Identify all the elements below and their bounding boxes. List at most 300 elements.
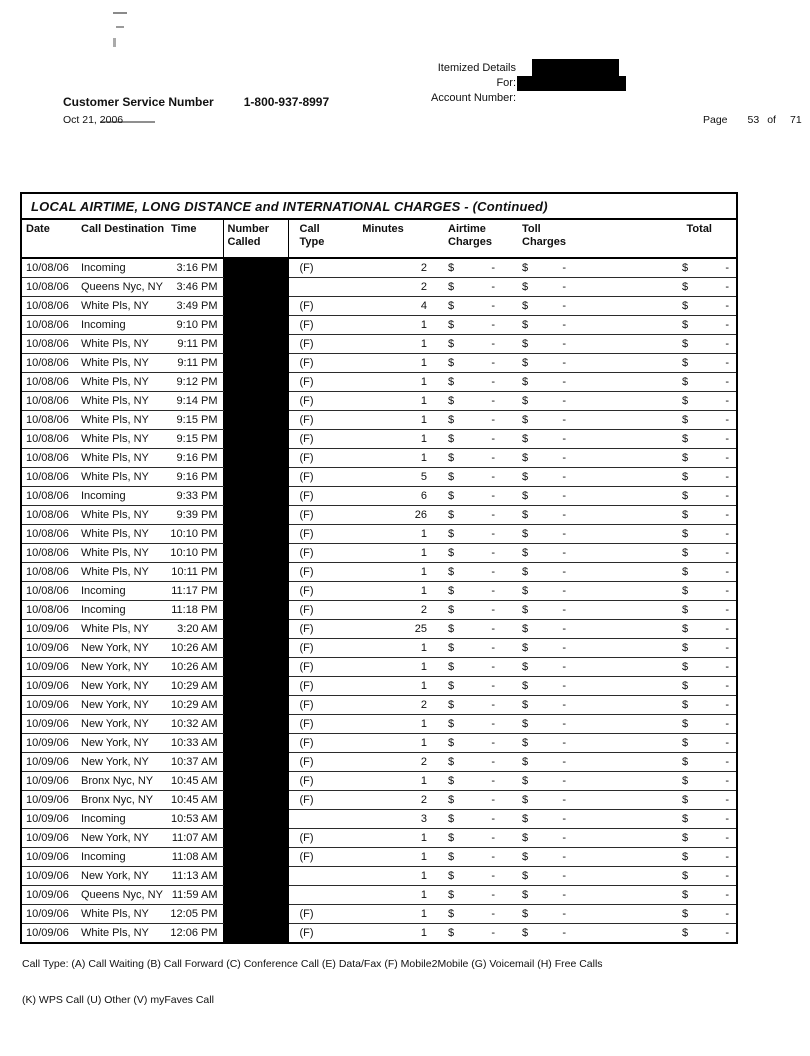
currency-symbol: $ [522, 319, 529, 331]
total-value: - [725, 471, 729, 483]
call-minutes: 2 [336, 791, 430, 810]
currency-symbol: $ [448, 927, 455, 939]
total-charge [582, 620, 736, 639]
total-value: - [725, 794, 729, 806]
call-destination: White Pls, NY [79, 392, 168, 411]
redacted-number-called [223, 506, 288, 525]
currency-symbol: $ [522, 870, 529, 882]
call-row [22, 848, 736, 867]
toll-value: - [562, 357, 566, 369]
airtime-value: - [491, 319, 495, 331]
call-minutes: 2 [336, 601, 430, 620]
call-row [22, 772, 736, 791]
total-charge [582, 335, 736, 354]
call-minutes: 1 [336, 563, 430, 582]
toll-value: - [562, 642, 566, 654]
call-type: (F) [288, 677, 336, 696]
call-type: (F) [288, 373, 336, 392]
currency-symbol: $ [682, 737, 689, 749]
toll-value: - [562, 547, 566, 559]
airtime-value: - [491, 338, 495, 350]
airtime-value: - [491, 585, 495, 597]
redacted-number-called [223, 791, 288, 810]
airtime-value: - [491, 281, 495, 293]
customer-service-label: Customer Service Number [63, 95, 214, 109]
call-time: 10:33 AM [168, 734, 223, 753]
call-destination: White Pls, NY [79, 544, 168, 563]
total-charge [582, 924, 736, 943]
currency-symbol: $ [682, 357, 689, 369]
total-value: - [725, 756, 729, 768]
redacted-number-called [223, 468, 288, 487]
currency-symbol: $ [448, 699, 455, 711]
currency-symbol: $ [448, 566, 455, 578]
currency-symbol: $ [522, 718, 529, 730]
total-value: - [725, 604, 729, 616]
airtime-value: - [491, 699, 495, 711]
redacted-number-called [223, 905, 288, 924]
call-time: 3:16 PM [168, 258, 223, 278]
toll-charge [505, 411, 582, 430]
col-header-minutes: Minutes [336, 220, 430, 258]
toll-value: - [562, 262, 566, 274]
call-minutes: 1 [336, 411, 430, 430]
call-time: 10:37 AM [168, 753, 223, 772]
call-minutes: 2 [336, 753, 430, 772]
call-time: 10:29 AM [168, 696, 223, 715]
call-time: 10:11 PM [168, 563, 223, 582]
currency-symbol: $ [522, 376, 529, 388]
call-minutes: 3 [336, 810, 430, 829]
toll-charge [505, 316, 582, 335]
currency-symbol: $ [522, 756, 529, 768]
total-charge [582, 639, 736, 658]
toll-value: - [562, 471, 566, 483]
currency-symbol: $ [682, 775, 689, 787]
toll-charge [505, 867, 582, 886]
customer-service-number: 1-800-937-8997 [243, 95, 330, 109]
call-time: 12:06 PM [170, 927, 218, 939]
total-value: - [725, 338, 729, 350]
airtime-charge [430, 677, 505, 696]
airtime-value: - [491, 680, 495, 692]
airtime-value: - [491, 642, 495, 654]
call-type [288, 886, 336, 905]
redacted-number-called [223, 829, 288, 848]
call-row [22, 582, 736, 601]
currency-symbol: $ [522, 642, 529, 654]
total-charge [582, 278, 736, 297]
call-row [22, 258, 736, 278]
call-time: 9:12 PM [168, 373, 223, 392]
airtime-charge [430, 696, 505, 715]
toll-charge [505, 696, 582, 715]
currency-symbol: $ [522, 737, 529, 749]
currency-symbol: $ [682, 870, 689, 882]
call-type: (F) [288, 430, 336, 449]
call-destination: Incoming [79, 582, 168, 601]
total-charge [582, 544, 736, 563]
total-value: - [725, 927, 729, 939]
currency-symbol: $ [522, 699, 529, 711]
toll-charge [505, 829, 582, 848]
currency-symbol: $ [522, 490, 529, 502]
call-type: (F) [288, 468, 336, 487]
call-time: 10:45 AM [168, 772, 223, 791]
toll-value: - [562, 680, 566, 692]
total-value: - [725, 262, 729, 274]
currency-symbol: $ [682, 718, 689, 730]
redacted-number-called [223, 373, 288, 392]
call-destination: White Pls, NY [79, 373, 168, 392]
call-destination: White Pls, NY [79, 335, 168, 354]
call-minutes: 1 [336, 430, 430, 449]
call-minutes: 2 [336, 278, 430, 297]
call-row [22, 696, 736, 715]
toll-charge [505, 734, 582, 753]
currency-symbol: $ [448, 794, 455, 806]
call-row [22, 506, 736, 525]
call-minutes: 1 [336, 829, 430, 848]
col-header-call-type: Call Type [288, 220, 336, 258]
currency-symbol: $ [682, 927, 689, 939]
currency-symbol: $ [682, 889, 689, 901]
toll-value: - [562, 794, 566, 806]
currency-symbol: $ [522, 547, 529, 559]
redacted-number-called [223, 886, 288, 905]
call-row [22, 810, 736, 829]
call-row [22, 449, 736, 468]
currency-symbol: $ [522, 623, 529, 635]
currency-symbol: $ [448, 319, 455, 331]
call-row [22, 905, 736, 924]
airtime-value: - [491, 832, 495, 844]
total-charge [582, 734, 736, 753]
toll-charge [505, 487, 582, 506]
call-type: (F) [288, 487, 336, 506]
total-value: - [725, 851, 729, 863]
total-charge [582, 810, 736, 829]
redacted-number-called [223, 563, 288, 582]
airtime-charge [430, 886, 505, 905]
currency-symbol: $ [682, 813, 689, 825]
call-type: (F) [288, 791, 336, 810]
call-row [22, 829, 736, 848]
currency-symbol: $ [448, 262, 455, 274]
airtime-value: - [491, 851, 495, 863]
call-destination: White Pls, NY [81, 927, 149, 939]
currency-symbol: $ [522, 585, 529, 597]
currency-symbol: $ [448, 718, 455, 730]
currency-symbol: $ [448, 623, 455, 635]
currency-symbol: $ [448, 889, 455, 901]
currency-symbol: $ [682, 604, 689, 616]
total-value: - [725, 775, 729, 787]
scan-artifact [113, 38, 116, 47]
table-title: LOCAL AIRTIME, LONG DISTANCE and INTERNATIONAL CHARGES - (Continued) [22, 194, 736, 220]
airtime-charge [430, 791, 505, 810]
call-minutes: 4 [336, 297, 430, 316]
call-minutes: 25 [336, 620, 430, 639]
currency-symbol: $ [682, 338, 689, 350]
total-charge [582, 468, 736, 487]
currency-symbol: $ [448, 756, 455, 768]
call-destination: New York, NY [79, 734, 168, 753]
itemized-details-block [416, 61, 516, 106]
airtime-charge [430, 639, 505, 658]
itemized-details-label: Itemized Details For: [437, 62, 516, 89]
call-row [22, 658, 736, 677]
toll-value: - [562, 585, 566, 597]
currency-symbol: $ [448, 338, 455, 350]
call-destination: White Pls, NY [79, 297, 168, 316]
call-destination: New York, NY [79, 658, 168, 677]
total-charge [582, 582, 736, 601]
toll-value: - [562, 300, 566, 312]
airtime-value: - [491, 471, 495, 483]
call-type: (F) [288, 392, 336, 411]
redacted-number-called [223, 411, 288, 430]
call-minutes: 1 [336, 335, 430, 354]
call-minutes: 2 [336, 258, 430, 278]
currency-symbol: $ [448, 642, 455, 654]
total-charge [582, 506, 736, 525]
page-total: 71 [789, 114, 802, 126]
airtime-value: - [491, 737, 495, 749]
call-minutes: 1 [336, 449, 430, 468]
currency-symbol: $ [448, 357, 455, 369]
airtime-charge [430, 392, 505, 411]
call-time: 10:26 AM [168, 639, 223, 658]
call-date: 10/08/06 [22, 525, 79, 544]
col-header-destination: Call Destination [79, 220, 168, 258]
currency-symbol: $ [448, 490, 455, 502]
currency-symbol: $ [448, 737, 455, 749]
total-value: - [725, 737, 729, 749]
page-indicator [703, 114, 802, 126]
call-type: (F) [288, 620, 336, 639]
toll-value: - [562, 832, 566, 844]
total-charge [582, 848, 736, 867]
call-detail-table [22, 220, 736, 942]
call-type: (F) [288, 734, 336, 753]
call-time: 11:08 AM [168, 848, 223, 867]
call-date: 10/09/06 [22, 867, 79, 886]
call-minutes: 1 [336, 848, 430, 867]
call-time: 9:39 PM [168, 506, 223, 525]
currency-symbol: $ [682, 642, 689, 654]
currency-symbol: $ [448, 832, 455, 844]
toll-value: - [562, 870, 566, 882]
charges-table [20, 192, 738, 944]
currency-symbol: $ [522, 661, 529, 673]
currency-symbol: $ [448, 813, 455, 825]
redacted-number-called [223, 582, 288, 601]
call-minutes: 1 [336, 392, 430, 411]
currency-symbol: $ [448, 509, 455, 521]
call-type: (F) [288, 525, 336, 544]
airtime-charge [430, 563, 505, 582]
table-header-row [22, 220, 736, 258]
total-charge [582, 867, 736, 886]
airtime-value: - [491, 908, 495, 920]
currency-symbol: $ [682, 414, 689, 426]
currency-symbol: $ [682, 623, 689, 635]
total-value: - [725, 699, 729, 711]
total-value: - [725, 395, 729, 407]
airtime-charge [430, 411, 505, 430]
call-time: 9:11 PM [168, 354, 223, 373]
airtime-charge [430, 354, 505, 373]
airtime-value: - [491, 794, 495, 806]
total-value: - [725, 642, 729, 654]
total-value: - [725, 452, 729, 464]
toll-charge [505, 791, 582, 810]
airtime-charge [430, 867, 505, 886]
col-header-toll: Toll Charges [505, 220, 582, 258]
toll-charge [505, 468, 582, 487]
toll-charge [505, 886, 582, 905]
currency-symbol: $ [448, 775, 455, 787]
call-date: 10/08/06 [22, 468, 79, 487]
call-destination: White Pls, NY [79, 449, 168, 468]
currency-symbol: $ [448, 300, 455, 312]
call-type: (F) [299, 927, 314, 939]
currency-symbol: $ [682, 452, 689, 464]
toll-value: - [562, 661, 566, 673]
call-destination: White Pls, NY [79, 411, 168, 430]
call-time: 9:33 PM [168, 487, 223, 506]
call-time: 9:14 PM [168, 392, 223, 411]
total-charge [582, 525, 736, 544]
call-type: (F) [288, 848, 336, 867]
account-number-label: Account Number: [431, 92, 516, 104]
airtime-value: - [491, 262, 495, 274]
call-minutes: 2 [336, 696, 430, 715]
total-charge [582, 658, 736, 677]
airtime-charge [430, 810, 505, 829]
airtime-charge [430, 753, 505, 772]
airtime-charge [430, 848, 505, 867]
call-date: 10/08/06 [22, 582, 79, 601]
call-type-legend-line1: Call Type: (A) Call Waiting (B) Call Forward (C) Conference Call (E) Data/Fax (F) Mobile2Mobile (G) Voicemail (H) Free Calls [22, 958, 603, 970]
call-minutes: 1 [336, 905, 430, 924]
call-destination: Incoming [79, 316, 168, 335]
call-date: 10/09/06 [22, 810, 79, 829]
airtime-charge [430, 373, 505, 392]
toll-charge [505, 620, 582, 639]
call-row [22, 297, 736, 316]
call-date: 10/09/06 [22, 734, 79, 753]
call-time: 3:46 PM [168, 278, 223, 297]
total-value: - [725, 832, 729, 844]
call-type: (F) [288, 335, 336, 354]
call-date: 10/09/06 [22, 677, 79, 696]
call-row [22, 525, 736, 544]
call-destination: New York, NY [79, 639, 168, 658]
call-date: 10/08/06 [22, 506, 79, 525]
currency-symbol: $ [522, 680, 529, 692]
airtime-value: - [491, 433, 495, 445]
call-row [22, 544, 736, 563]
currency-symbol: $ [682, 908, 689, 920]
toll-value: - [562, 528, 566, 540]
total-value: - [725, 566, 729, 578]
toll-charge [505, 848, 582, 867]
call-type: (F) [288, 658, 336, 677]
call-row [22, 278, 736, 297]
toll-charge [505, 639, 582, 658]
call-destination: Incoming [79, 258, 168, 278]
call-time: 10:29 AM [168, 677, 223, 696]
redacted-number-called [223, 677, 288, 696]
call-destination: White Pls, NY [79, 620, 168, 639]
currency-symbol: $ [522, 509, 529, 521]
airtime-value: - [491, 395, 495, 407]
total-value: - [725, 490, 729, 502]
toll-charge [505, 354, 582, 373]
currency-symbol: $ [682, 566, 689, 578]
total-charge [582, 449, 736, 468]
call-date: 10/08/06 [22, 544, 79, 563]
call-time: 10:53 AM [168, 810, 223, 829]
call-date: 10/08/06 [22, 563, 79, 582]
toll-charge [505, 582, 582, 601]
airtime-value: - [491, 300, 495, 312]
call-type: (F) [288, 696, 336, 715]
redacted-number-called [223, 449, 288, 468]
airtime-charge [430, 905, 505, 924]
toll-value: - [562, 395, 566, 407]
currency-symbol: $ [448, 452, 455, 464]
call-minutes: 1 [420, 927, 427, 939]
currency-symbol: $ [682, 794, 689, 806]
toll-value: - [562, 927, 566, 939]
total-charge [582, 772, 736, 791]
airtime-charge [430, 468, 505, 487]
currency-symbol: $ [682, 433, 689, 445]
page-number: 53 [747, 114, 760, 126]
toll-charge [505, 449, 582, 468]
redacted-number-called [223, 392, 288, 411]
toll-value: - [562, 889, 566, 901]
call-date: 10/08/06 [22, 354, 79, 373]
toll-charge [505, 335, 582, 354]
redacted-number-called [223, 487, 288, 506]
call-minutes: 1 [336, 525, 430, 544]
airtime-value: - [491, 414, 495, 426]
call-type: (F) [288, 354, 336, 373]
currency-symbol: $ [682, 699, 689, 711]
call-date: 10/08/06 [22, 297, 79, 316]
total-charge [582, 601, 736, 620]
call-time: 3:49 PM [168, 297, 223, 316]
currency-symbol: $ [448, 471, 455, 483]
call-time: 9:16 PM [168, 449, 223, 468]
redacted-number-called [223, 620, 288, 639]
toll-value: - [562, 718, 566, 730]
call-date: 10/09/06 [22, 620, 79, 639]
redacted-number-called [223, 696, 288, 715]
call-date: 10/09/06 [22, 791, 79, 810]
total-charge [582, 373, 736, 392]
toll-value: - [562, 452, 566, 464]
call-row [22, 867, 736, 886]
currency-symbol: $ [522, 262, 529, 274]
call-row [22, 335, 736, 354]
call-type: (F) [288, 582, 336, 601]
call-minutes: 1 [336, 734, 430, 753]
